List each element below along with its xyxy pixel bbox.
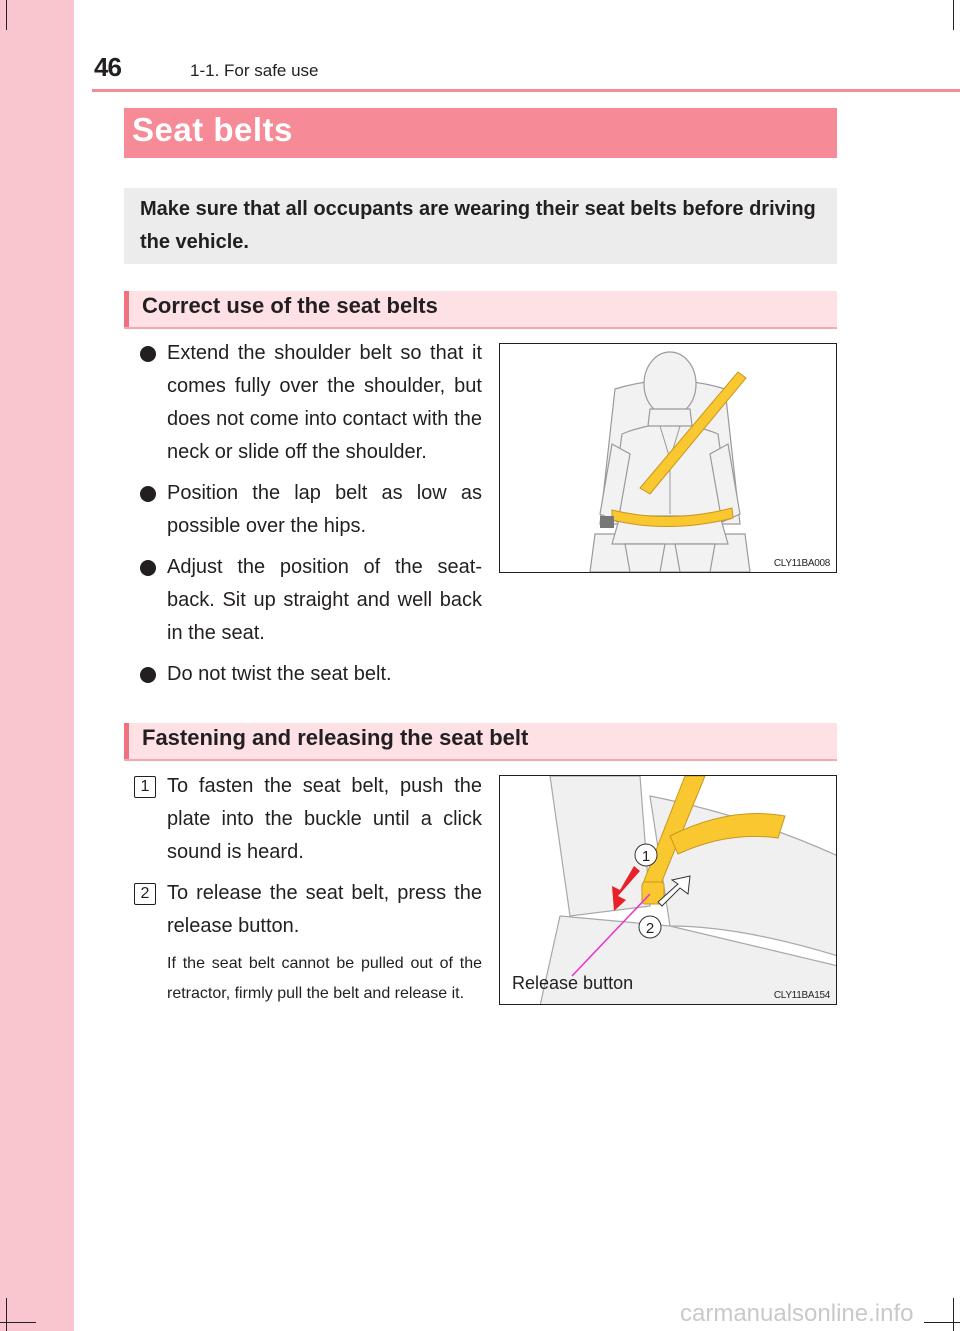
watermark: carmanualsonline.info xyxy=(680,1300,914,1327)
figure-code: CLY11BA008 xyxy=(773,558,830,569)
crop-mark xyxy=(0,1322,36,1323)
intro-box xyxy=(124,188,837,264)
fastening-steps xyxy=(134,770,482,1009)
crop-mark xyxy=(6,0,7,30)
step-item xyxy=(134,877,482,943)
correct-use-list xyxy=(140,337,482,699)
note-text: If the seat belt cannot be pulled out of the retractor, firmly pull the belt and release it. xyxy=(167,955,482,1002)
step-text: To release the seat belt, press the release button. xyxy=(167,882,482,937)
step-number-badge: 2 xyxy=(134,883,156,905)
subheading-text: Correct use of the seat belts xyxy=(142,293,438,318)
list-item: Extend the shoulder belt so that it comes fully over the shoulder, but does not come into contact with the neck or slide off the shoulder. xyxy=(140,337,482,469)
page-header xyxy=(92,52,960,92)
crop-mark xyxy=(953,1298,954,1331)
title-bar xyxy=(124,108,837,158)
step-number-badge: 1 xyxy=(134,776,156,798)
seated-occupant-drawing xyxy=(500,344,837,573)
buckle-drawing xyxy=(500,776,837,1005)
callout-2: 2 xyxy=(645,920,655,937)
crop-mark xyxy=(6,1298,7,1331)
crop-mark xyxy=(953,0,954,30)
bullet-icon xyxy=(140,346,156,362)
page-title: Seat belts xyxy=(132,111,293,148)
list-item: Do not twist the seat belt. xyxy=(140,658,482,691)
list-item: Adjust the position of the seat-back. Sit up straight and well back in the seat. xyxy=(140,551,482,650)
list-item: Position the lap belt as low as possible over the hips. xyxy=(140,477,482,543)
subheading-fastening xyxy=(124,723,837,761)
bullet-icon xyxy=(140,667,156,683)
figure-code: CLY11BA154 xyxy=(773,990,830,1001)
crop-mark xyxy=(924,1322,960,1323)
callout-1: 1 xyxy=(641,848,651,865)
seated-occupant-illustration xyxy=(499,343,837,573)
step-item xyxy=(134,770,482,869)
step-text: To fasten the seat belt, push the plate into the buckle until a click sound is heard. xyxy=(167,775,482,863)
page-number: 46 xyxy=(94,52,121,82)
subheading-correct-use xyxy=(124,291,837,329)
buckle-illustration xyxy=(499,775,837,1005)
header-rule xyxy=(92,89,960,92)
subheading-text: Fastening and releasing the seat belt xyxy=(142,725,529,750)
side-color-strip xyxy=(0,0,74,1331)
intro-text: Make sure that all occupants are wearing their seat belts before driving the vehicle. xyxy=(140,198,816,253)
bullet-icon xyxy=(140,486,156,502)
bullet-icon xyxy=(140,560,156,576)
release-button-label: Release button xyxy=(512,973,634,993)
section-reference: 1-1. For safe use xyxy=(190,61,319,80)
